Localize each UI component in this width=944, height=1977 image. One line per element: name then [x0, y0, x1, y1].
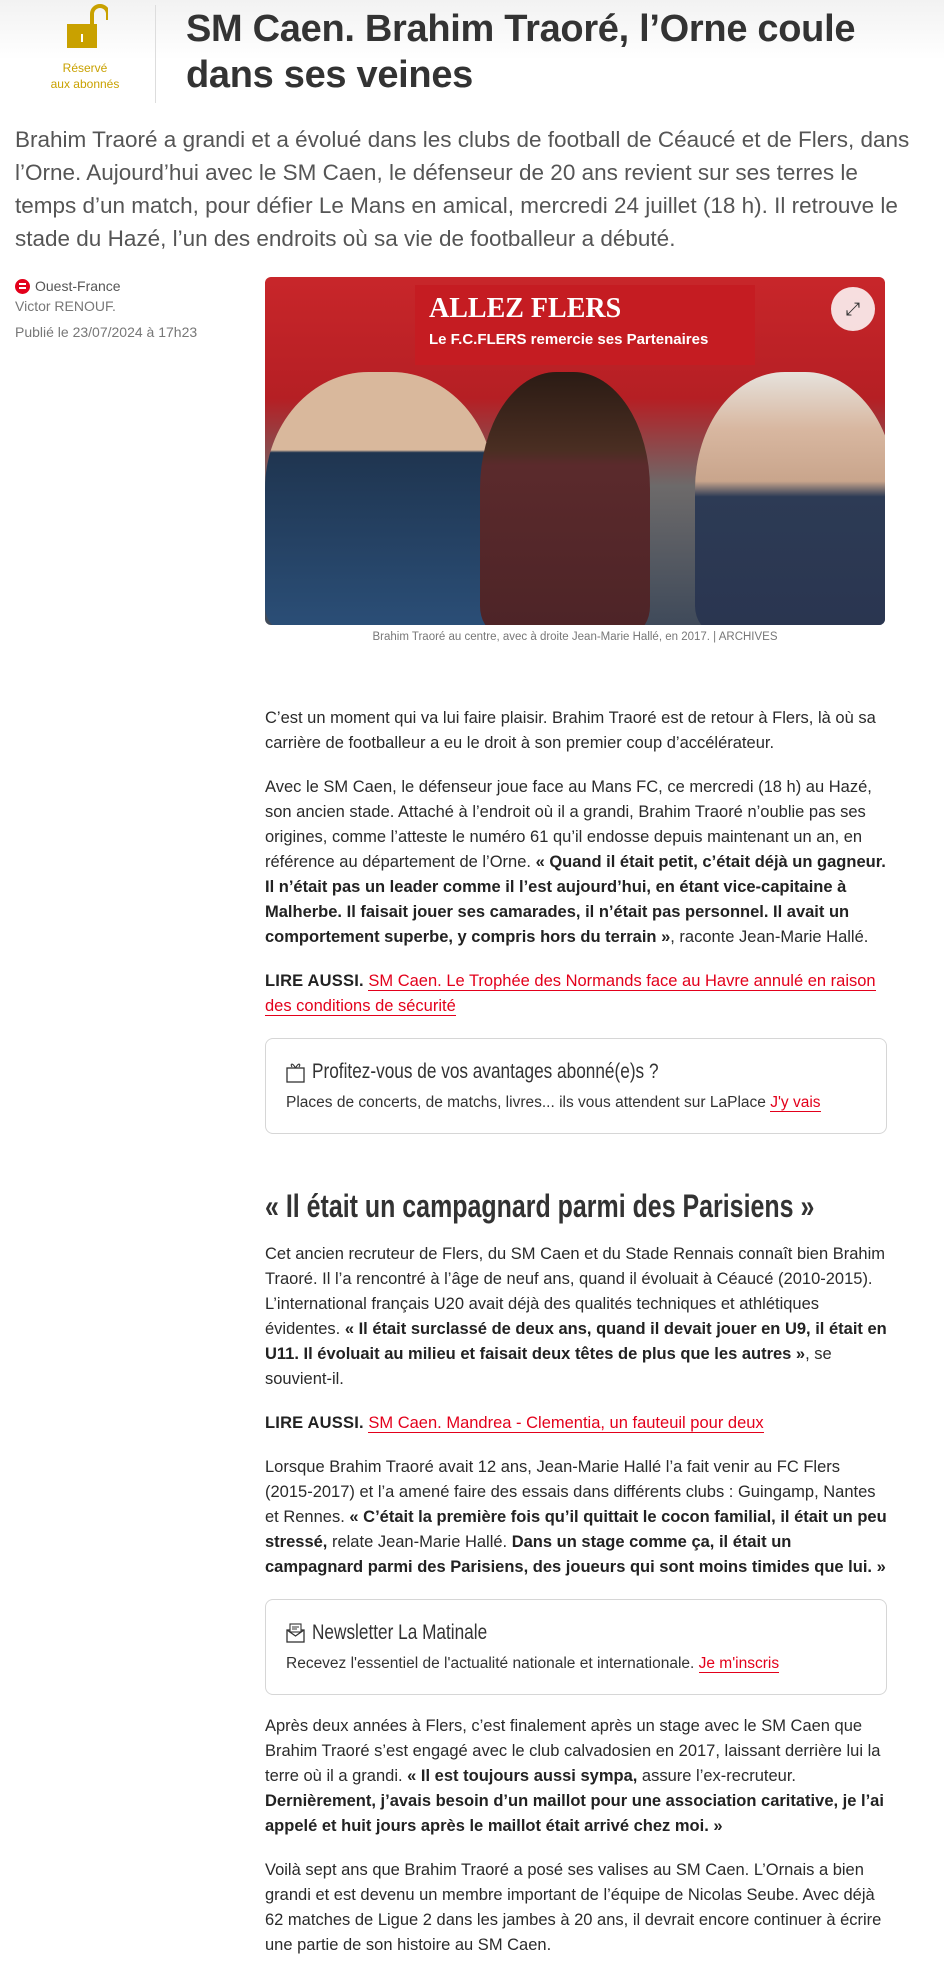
banner-text: ALLEZ FLERS: [429, 293, 622, 324]
newsletter-box: [265, 1599, 887, 1695]
subscriber-label-line2: aux abonnés: [50, 77, 120, 91]
read-also-label: LIRE AUSSI.: [265, 972, 364, 990]
section-heading: « Il était un campagnard parmi des Parisiens »: [265, 1188, 815, 1224]
quote: « Il est toujours aussi sympa,: [407, 1767, 638, 1785]
paragraph: [265, 1714, 887, 1839]
perks-title-row: [286, 1059, 866, 1084]
photo-banner: [415, 285, 755, 365]
read-also-link[interactable]: SM Caen. Mandrea - Clementia, un fauteuil pour deux: [368, 1414, 764, 1432]
perks-text-row: [286, 1090, 866, 1115]
quote: Dernièrement, j’avais besoin d’un maillot pour une association caritative, je l’ai appelé et huit jours après le maillot était arrivé chez moi. »: [265, 1792, 884, 1835]
source-name: Ouest-France: [35, 278, 121, 294]
read-also-link[interactable]: SM Caen. Le Trophée des Normands face au Havre annulé en raison des conditions de sécurité: [265, 972, 876, 1015]
text: Lorsque Brahim Traoré avait 12 ans, Jean-Marie Hallé l’a fait venir au FC Flers (2015-2017) et l’a amené faire des essais dans différents clubs : Guingamp, Nantes et Rennes.: [265, 1458, 876, 1526]
person-left: [265, 372, 495, 625]
quote: « Quand il était petit, c’était déjà un gagneur. Il n’était pas un leader comme il l’est aujourd’hui, en étant vice-capitaine à Malherbe. Il faisait jouer ses camarades, il n’était pas personnel. Il avait un comportement superbe, y compris hors du terrain »: [265, 853, 886, 946]
envelope-icon: [286, 1622, 306, 1644]
quote: « C’était la première fois qu’il quittait le cocon familial, il était un peu stressé,: [265, 1508, 887, 1551]
subscriber-perks-box: [265, 1038, 887, 1134]
article-photo[interactable]: [265, 277, 885, 625]
subscriber-badge: [40, 4, 130, 92]
text: , se souvient-il.: [265, 1345, 832, 1388]
text: Avec le SM Caen, le défenseur joue face au Mans FC, ce mercredi (18 h) au Hazé, son ancien stade. Attaché à l’endroit où il a grandi, Brahim Traoré n’oublie pas ses origines, comme l’atteste le numéro 61 qu’il endosse depuis maintenant un an, en référence au département de l’Orne.: [265, 778, 872, 871]
unlock-icon: [62, 4, 108, 50]
text: relate Jean-Marie Hallé.: [327, 1533, 512, 1551]
newsletter-title: Newsletter La Matinale: [312, 1621, 488, 1644]
read-also: [265, 969, 887, 1019]
article-body: [265, 706, 887, 1977]
gift-icon: [286, 1061, 306, 1083]
paragraph: [265, 1455, 887, 1580]
perks-link[interactable]: J'y vais: [770, 1094, 821, 1111]
ouest-france-logo-icon: [15, 279, 30, 294]
source[interactable]: [15, 276, 197, 296]
person-center: [480, 372, 650, 625]
paragraph: C’est un moment qui va lui faire plaisir. Brahim Traoré est de retour à Flers, là où sa carrière de footballeur a eu le droit à son premier coup d’accélérateur.: [265, 709, 876, 752]
read-also: [265, 1411, 887, 1436]
paragraph: [265, 1242, 887, 1392]
quote: « Il était surclassé de deux ans, quand il devait jouer en U9, il était en U11. Il évoluait au milieu et faisait deux têtes de plus que les autres »: [265, 1320, 887, 1363]
paragraph: [265, 775, 887, 950]
author: Victor RENOUF.: [15, 298, 116, 314]
newsletter-text-row: [286, 1651, 866, 1676]
subscriber-label: [40, 60, 130, 92]
publish-date: Publié le 23/07/2024 à 17h23: [15, 324, 198, 340]
newsletter-text: Recevez l'essentiel de l'actualité nationale et internationale.: [286, 1655, 699, 1672]
article-header: [0, 0, 944, 110]
perks-text: Places de concerts, de matchs, livres... ils vous attendent sur LaPlace: [286, 1094, 771, 1111]
banner-subtext: Le F.C.FLERS remercie ses Partenaires: [429, 331, 709, 348]
text: assure l’ex-recruteur.: [637, 1767, 796, 1785]
header-divider: [155, 5, 156, 103]
subscriber-label-line1: Réservé: [62, 61, 108, 75]
newsletter-signup-link[interactable]: Je m'inscris: [698, 1655, 780, 1672]
text: Après deux années à Flers, c’est finalement après un stage avec le SM Caen que Brahim Traoré s’est engagé avec le club calvadosien en 2017, laissant derrière lui la terre où il a grandi.: [265, 1717, 881, 1785]
text: Cet ancien recruteur de Flers, du SM Caen et du Stade Rennais connaît bien Brahim Traoré. Il l’a rencontré à l’âge de neuf ans, quand il évoluait à Céaucé (2010-2015). L’international français U20 avait déjà des qualités techniques et athlétiques évidentes.: [265, 1245, 886, 1338]
person-right: [695, 372, 885, 625]
expand-icon[interactable]: ⤢: [831, 287, 875, 331]
text: , raconte Jean-Marie Hallé.: [670, 928, 869, 946]
read-also-label: LIRE AUSSI.: [265, 1414, 364, 1432]
article-meta: [15, 276, 197, 342]
article-title: SM Caen. Brahim Traoré, l’Orne coule dans ses veines: [186, 8, 856, 96]
perks-title: Profitez-vous de vos avantages abonné(e)s ?: [312, 1060, 659, 1083]
article-lede: Brahim Traoré a grandi et a évolué dans les clubs de football de Céaucé et de Flers, dans l’Orne. Aujourd’hui avec le SM Caen, le défenseur de 20 ans revient sur ses terres le temps d’un match, pour défier Le Mans en amical, mercredi 24 juillet (18 h). Il retrouve le stade du Hazé, l’un des endroits où sa vie de footballeur a débuté.: [15, 127, 910, 251]
photo-caption: Brahim Traoré au centre, avec à droite Jean-Marie Hallé, en 2017. | ARCHIVES: [372, 631, 778, 643]
paragraph: Voilà sept ans que Brahim Traoré a posé ses valises au SM Caen. L’Ornais a bien grandi et est devenu un membre important de l’équipe de Nicolas Seube. Avec déjà 62 matches de Ligue 2 dans les jambes à 20 ans, il devrait encore continuer à écrire une partie de son histoire au SM Caen.: [265, 1861, 882, 1954]
newsletter-title-row: [286, 1620, 866, 1645]
quote: Dans un stage comme ça, il était un campagnard parmi des Parisiens, des joueurs qui sont moins timides que lui. »: [265, 1533, 886, 1576]
